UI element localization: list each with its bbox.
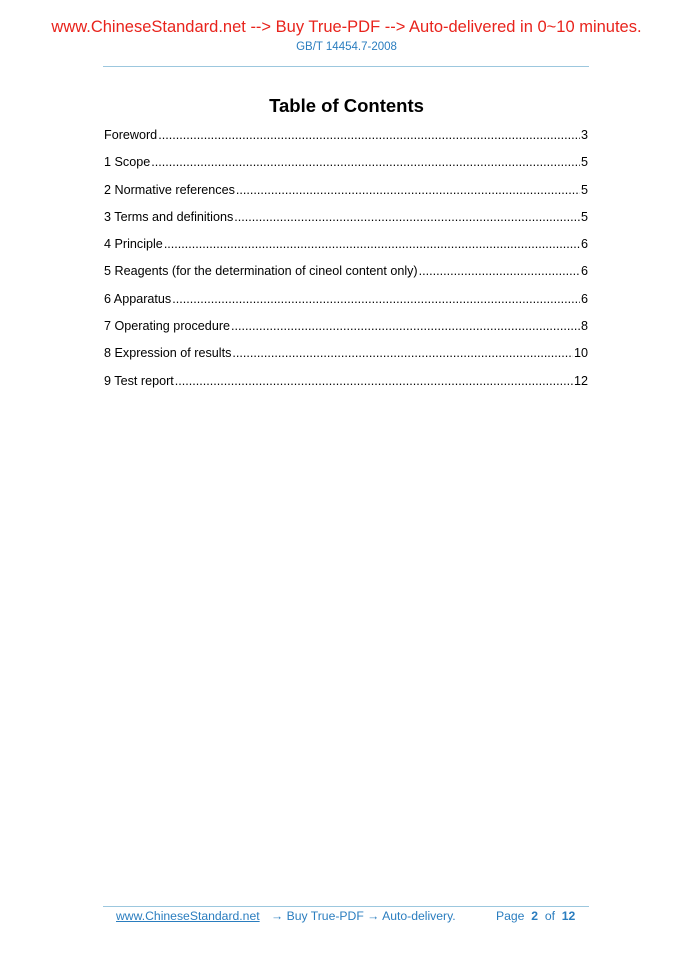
document-code: GB/T 14454.7-2008 <box>296 41 397 53</box>
toc-entry-page: 5 <box>580 182 588 197</box>
toc-entry-page: 10 <box>573 346 588 361</box>
toc-entry-page: 12 <box>573 373 588 388</box>
current-page-number: 2 <box>531 909 539 923</box>
toc-entry-normative-references[interactable] <box>104 183 588 210</box>
toc-entry-principle[interactable] <box>104 237 588 264</box>
toc-entry-foreword[interactable] <box>104 128 588 155</box>
toc-entry-reagents[interactable] <box>104 264 588 291</box>
toc-title: Table of Contents <box>269 95 424 116</box>
toc-entry-label: 8 Expression of results <box>104 346 232 361</box>
toc-entry-label: 7 Operating procedure <box>104 319 231 334</box>
toc-entry-page: 6 <box>580 237 588 252</box>
footer-website-link[interactable]: www.ChineseStandard.net <box>116 909 260 923</box>
toc-leader-dots <box>164 237 580 251</box>
toc-entry-label: 6 Apparatus <box>104 291 172 306</box>
toc-entry-scope[interactable] <box>104 155 588 182</box>
toc-entry-label: 2 Normative references <box>104 182 235 197</box>
toc-entry-terms-and-definitions[interactable] <box>104 210 588 237</box>
of-word: of <box>544 909 555 923</box>
page-number-indicator <box>496 909 575 923</box>
toc-entry-page: 8 <box>580 319 588 334</box>
footer-tagline: → Buy True-PDF → Auto-delivery. <box>271 909 456 923</box>
toc-entry-test-report[interactable] <box>104 374 588 401</box>
toc-list <box>104 128 588 401</box>
toc-leader-dots <box>151 155 580 169</box>
total-pages-number: 12 <box>561 909 576 923</box>
toc-entry-page: 5 <box>580 155 588 170</box>
toc-entry-label: Foreword <box>104 128 158 142</box>
toc-entry-page: 6 <box>580 264 588 279</box>
header-divider <box>103 66 589 67</box>
toc-entry-apparatus[interactable] <box>104 292 588 319</box>
toc-leader-dots <box>231 319 580 333</box>
toc-leader-dots <box>158 128 580 142</box>
toc-entry-page: 6 <box>580 291 588 306</box>
toc-leader-dots <box>175 374 573 388</box>
toc-entry-label: 4 Principle <box>104 237 163 252</box>
toc-leader-dots <box>236 183 580 197</box>
toc-entry-label: 3 Terms and definitions <box>104 209 234 224</box>
toc-leader-dots <box>234 210 580 224</box>
toc-entry-label: 5 Reagents (for the determination of cineol content only) <box>104 264 418 279</box>
toc-entry-operating-procedure[interactable] <box>104 319 588 346</box>
toc-entry-page: 3 <box>580 128 588 142</box>
toc-entry-page: 5 <box>580 209 588 224</box>
toc-leader-dots <box>172 292 580 306</box>
page-word: Page <box>496 909 525 923</box>
promo-banner: www.ChineseStandard.net --> Buy True-PDF --> Auto-delivered in 0~10 minutes. <box>51 18 642 36</box>
toc-leader-dots <box>419 264 580 278</box>
toc-entry-label: 1 Scope <box>104 155 151 170</box>
toc-entry-label: 9 Test report <box>104 373 174 388</box>
toc-entry-expression-of-results[interactable] <box>104 346 588 373</box>
toc-leader-dots <box>232 346 573 360</box>
footer-divider <box>103 906 589 907</box>
